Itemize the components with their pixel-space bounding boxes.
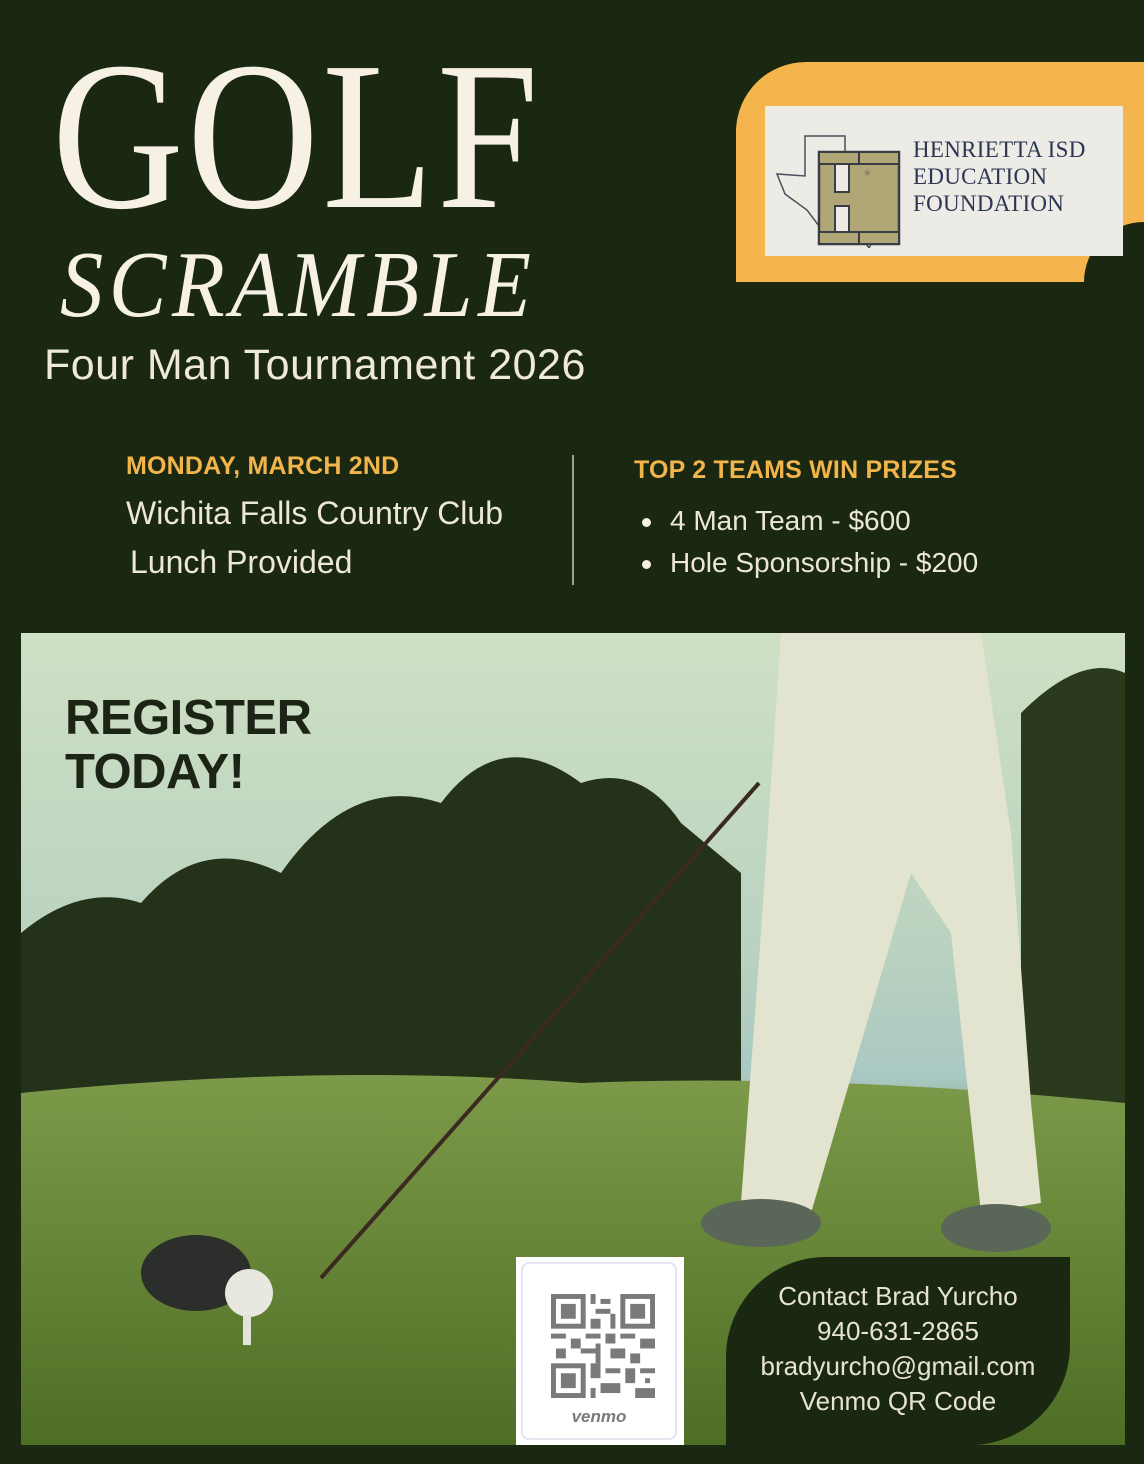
bullet-icon [642, 560, 651, 569]
event-date: MONDAY, MARCH 2ND [126, 452, 400, 480]
contact-venmo-note: Venmo QR Code [799, 1386, 997, 1416]
prize-label: Hole Sponsorship - $200 [670, 547, 979, 578]
contact-name: Contact Brad Yurcho [778, 1281, 1018, 1311]
subtitle: Four Man Tournament 2026 [44, 341, 586, 389]
title-golf: GOLF [52, 18, 542, 253]
logo-line-1: HENRIETTA ISD [913, 137, 1086, 162]
contact-box [726, 1257, 1070, 1445]
qr-inner-frame [521, 1262, 677, 1440]
texas-h-logo-icon [775, 114, 915, 248]
qr-code-icon[interactable] [551, 1294, 655, 1398]
prizes-section [634, 456, 978, 589]
logo-text [913, 136, 1086, 217]
contact-email[interactable]: bradyurcho@gmail.com [760, 1351, 1036, 1381]
prizes-heading: TOP 2 TEAMS WIN PRIZES [634, 456, 957, 484]
svg-text:★: ★ [863, 168, 872, 179]
prize-label: 4 Man Team - $600 [670, 505, 911, 536]
bullet-icon [642, 518, 651, 527]
foundation-logo [765, 106, 1123, 256]
venmo-label: venmo [571, 1407, 627, 1426]
title-scramble: SCRAMBLE [60, 233, 537, 337]
contact-phone[interactable]: 940-631-2865 [817, 1316, 979, 1346]
register-line-2: TODAY! [65, 745, 245, 799]
prize-item [634, 505, 978, 537]
venmo-qr-card[interactable] [516, 1257, 684, 1445]
register-line-1: REGISTER [65, 691, 312, 745]
prize-item [634, 547, 978, 579]
prize-list [634, 505, 978, 579]
logo-line-3: FOUNDATION [913, 191, 1065, 216]
event-venue: Wichita Falls Country Club [126, 495, 503, 531]
event-details [126, 452, 503, 581]
register-today-heading [65, 691, 311, 799]
logo-line-2: EDUCATION [913, 164, 1048, 189]
section-divider [572, 455, 574, 585]
event-note: Lunch Provided [130, 544, 353, 580]
